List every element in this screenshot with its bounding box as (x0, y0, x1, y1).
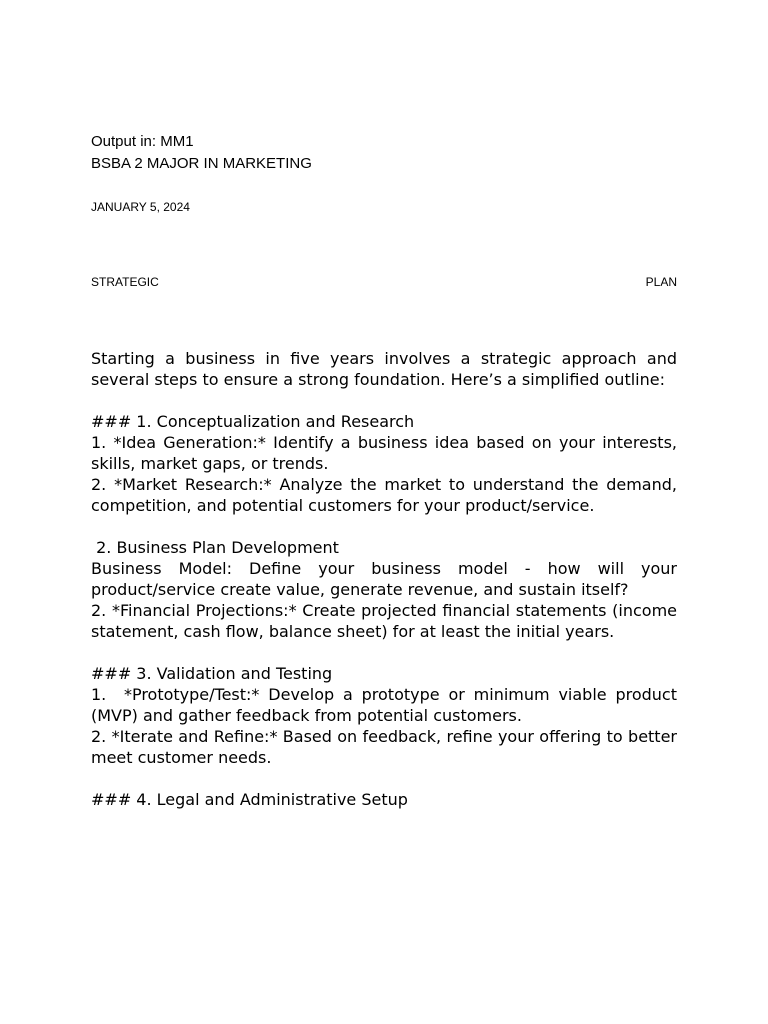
list-item: 1. *Prototype/Test:* Develop a prototype or minimum viable product (MVP) and gather feedback from potential customers. (91, 685, 683, 725)
section-heading: ### 4. Legal and Administrative Setup (91, 790, 408, 809)
title-right: PLAN (645, 275, 677, 289)
list-item: 1. *Idea Generation:* Identify a business idea based on your interests, skills, market gaps, or trends. (91, 433, 677, 473)
list-item: 2. *Market Research:* Analyze the market to understand the demand, competition, and potential customers for your product/service. (91, 475, 677, 515)
output-line: Output in: MM1 (91, 133, 194, 150)
section-heading: ### 3. Validation and Testing (91, 664, 333, 683)
list-item: 2. *Iterate and Refine:* Based on feedback, refine your offering to better meet customer needs. (91, 727, 677, 767)
document-date: JANUARY 5, 2024 (91, 200, 190, 214)
section-heading: 2. Business Plan Development (91, 538, 339, 557)
list-item: 2. *Financial Projections:* Create projected financial statements (income statement, cash flow, balance sheet) for at least the initial years. (91, 601, 677, 641)
course-line: BSBA 2 MAJOR IN MARKETING (91, 155, 312, 172)
document-body (91, 348, 683, 810)
document-title (91, 275, 677, 289)
title-left: STRATEGIC (91, 275, 159, 289)
document-page (91, 0, 683, 1024)
section-heading: ### 1. Conceptualization and Research (91, 412, 415, 431)
intro-paragraph: Starting a business in five years involves a strategic approach and several steps to ensure a strong foundation. Here’s a simplified outline: (91, 349, 677, 389)
list-item: Business Model: Define your business model - how will your product/service create value, generate revenue, and sustain itself? (91, 559, 677, 599)
